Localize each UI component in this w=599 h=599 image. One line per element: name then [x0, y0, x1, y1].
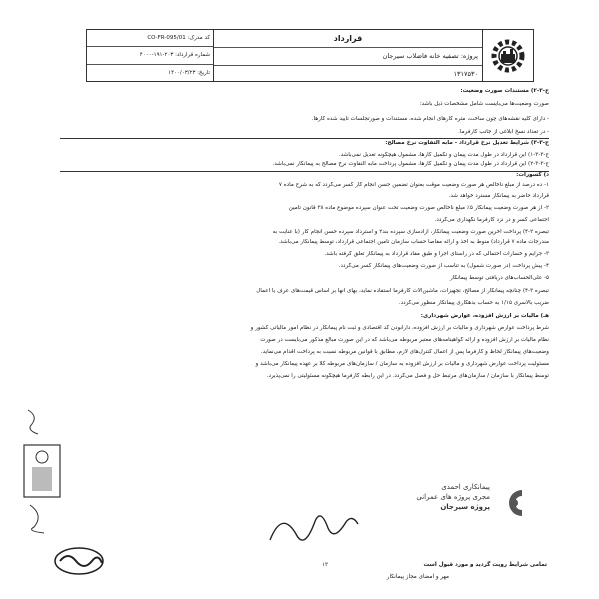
body-line: تبصره ۲-۴) پرداخت آخرین صورت وضعیت پیمانکار، آزادسازی سپرده بند۲ و استرداد سپرده حسن انجام کار (با عنایت به: [272, 229, 549, 235]
body-line: نظام مالیات بر ارزش افزوده و ارائه گواهینامه‌های معتبر مربوطه می‌باشد که در این صورت مبالغ مذکور می‌بایست در صورت: [260, 337, 549, 343]
body-line: ۳- جرایم و خسارات احتمالی که در راستای اجرا و طبق مفاد قرارداد به پیمانکار تعلق گرفته باشد.: [324, 251, 549, 257]
body-line: مندرجات ماده ۷ قرارداد) منوط به اخذ و ارائه مفاصا حساب سازمان تامین اجتماعی قرارداد، توسط پیمانکار می‌باشد.: [278, 239, 549, 245]
vertical-stamp: [18, 405, 66, 535]
project-code: ۱۳۱۷۵۳۰: [453, 70, 478, 78]
body-line: د) کسورات:: [516, 172, 549, 178]
body-line: صورت وضعیت‌ها می‌بایست شامل مشخصات ذیل باشد:: [419, 101, 549, 107]
company-stamp: [392, 478, 532, 530]
project-name: پروژه: تصفیه خانه فاضلاب سیرجان: [214, 48, 482, 66]
body-line: - در تعداد نسخ ابلاغی از جانب کارفرما.: [458, 129, 549, 135]
acceptance-statement: تمامی شرایط رویت گردید و مورد قبول است: [423, 562, 547, 568]
contract-date: تاریخ: ۱۴۰۰/۰۳/۲۳: [168, 69, 210, 76]
handwritten-signature: [265, 500, 365, 558]
contractor-signature-label: مهر و امضای مجاز پیمانکار: [386, 574, 449, 580]
body-line: ۴- پیش پرداخت (در صورت شمول) به تناسب از صورت وضعیت‌های پیمانکار کسر می‌گردد.: [338, 263, 549, 269]
body-line: وضعیت‌های پیمانکار لحاظ و کارفرما پس از اعمال کنترل‌های لازم، مطابق با قوانین مربوطه نسبت به پرداخت اقدام می‌نماید.: [260, 349, 549, 355]
document-title: قرارداد: [214, 30, 482, 48]
body-line: ج-۳-۲) مستندات صورت وضعیت:: [460, 88, 549, 94]
body-line: توسط پیمانکار با سازمان / سازمان‌های مرتبط حل و فصل می‌گردد. در این رابطه کارفرما هیچگونه مسئولیتی را نمی‌پذیرد.: [266, 373, 549, 379]
company-logo-stamp-icon: [492, 482, 532, 526]
header-table: [86, 29, 534, 82]
body-line: شرط پرداخت عوارض شهرداری و مالیات بر ارزش افزوده، دارابودن کد اقتصادی و ثبت نام پیمانکار در نظام امور مالیاتی کشور و: [250, 325, 549, 331]
body-line: اجتماعی کسر و در نزد کارفرما نگهداری می‌گردد.: [434, 217, 549, 223]
header-meta: [87, 30, 214, 81]
body-line: ج-۳-۳-۲) این قرارداد در طول مدت پیمان و تکمیل کارها، مشمول پرداخت مابه التفاوت نرخ مصالح به پیمانکار نمی‌باشد.: [272, 161, 549, 167]
body-line: ج-۳-۳-۱) این قرارداد در طول مدت پیمان و تکمیل کارها، مشمول هیچگونه تعدیل نمی‌باشد.: [338, 152, 549, 158]
body-line: ۵- علی‌الحساب‌های دریافتی توسط پیمانکار: [449, 275, 549, 281]
stamp-line3: پروژه سیرجان: [440, 503, 490, 511]
body-line: ۱- ده درصد از مبلغ ناخالص هر صورت وضعیت موقت بعنوان تضمین حسن انجام کار کسر می‌گردد که به شرح ماده ۷: [278, 182, 549, 188]
body-line: قرارداد حاضر به پیمانکار مسترد خواهد شد.: [448, 193, 549, 199]
body-line: - دارای کلیه نقشه‌های چون ساخت، متره کارهای انجام شده، مستندات و صورتجلسات تایید شده کارها.: [311, 116, 549, 122]
contract-number: شماره قرارداد: ۲۰۳-۱۹۱-۴۰۰۰: [87, 47, 213, 64]
gear-logo-icon: [487, 35, 529, 77]
body-line: تبصره ۳-۴) چنانچه پیمانکار از مصالح، تجهیزات، ماشین‌آلات کارفرما استفاده نماید، بهای آنها بر اساس قیمت‌های عرف یا اعمال: [256, 288, 549, 294]
body-line: ضریب بالاسری ۱/۱۵ به حساب بدهکاری پیمانکار منظور می‌گردد.: [398, 300, 549, 306]
signature-stamp: [52, 545, 107, 577]
header-main: [214, 30, 482, 81]
doc-code: کد مدرک: CO-FR-095/01: [87, 30, 213, 47]
body-line: هـ) مالیات بر ارزش افزوده، عوارض شهرداری:: [420, 313, 549, 319]
company-logo: [482, 30, 533, 81]
stamp-line2: مجری پروژه های عمرانی: [416, 493, 490, 501]
page-number: ۱۳: [322, 562, 329, 568]
body-line: ۲- از هر صورت وضعیت پیمانکار ۵٪ مبلغ ناخالص صورت وضعیت تحت عنوان سپرده موضوع ماده ۳۸ قانون تامین: [288, 205, 549, 211]
body-line: ج-۳-۳) شرایط تعدیل نرخ قرارداد - مابه التفاوت نرخ مصالح:: [385, 140, 549, 146]
stamp-line1: پیمانکاری احمدی: [441, 483, 490, 491]
body-line: مسئولیت پرداخت عوارض شهرداری و مالیات بر ارزش افزوده به سازمان / سازمان‌های مربوطه کلا بر عهده پیمانکار می‌باشد و: [255, 361, 549, 367]
rate-adjustment-box: [60, 138, 549, 172]
